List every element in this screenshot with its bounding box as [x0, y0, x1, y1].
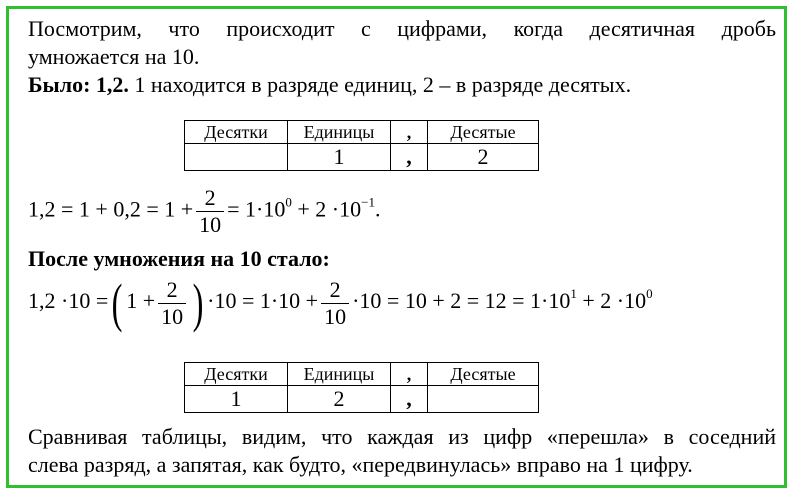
- was-label: Было: 1,2.: [28, 72, 129, 97]
- after-label-text: После умножения на 10 стало:: [28, 246, 330, 271]
- right-paren: ): [192, 273, 204, 333]
- eq1-left: 1,2 = 1 + 0,2 = 1 +: [28, 196, 194, 222]
- place-value-table-after: [184, 362, 539, 413]
- header-units: Единицы: [288, 121, 391, 144]
- place-value-table-before: [184, 120, 539, 171]
- eq2-fraction-1: [158, 277, 186, 330]
- eq1-frac-num: 2: [196, 185, 224, 212]
- header-tenths: Десятые: [428, 363, 539, 386]
- conclusion-line-1: Сравнивая таблицы, видим, что каждая из цифр «перешла» в соседний: [28, 424, 776, 449]
- eq2-frac1-den: 10: [161, 303, 184, 329]
- was-text: 1 находится в разряде единиц, 2 – в разряде десятых.: [128, 72, 632, 97]
- intro-line-2: умножается на 10.: [28, 44, 200, 69]
- equation-before: [28, 185, 380, 238]
- header-tenths: Десятые: [428, 121, 539, 144]
- cell-comma: ,: [391, 144, 428, 171]
- eq2-fraction-2: [321, 277, 349, 330]
- eq2-mid: ·10 = 1·10 +: [207, 288, 319, 314]
- eq2-frac1-num: 2: [158, 277, 186, 304]
- eq1-right-b: + 2 ·10: [291, 196, 362, 222]
- after-label: [28, 246, 330, 272]
- header-tens: Десятки: [185, 121, 288, 144]
- was-line: [28, 72, 631, 98]
- eq2-right-b: + 2 ·10: [576, 288, 647, 314]
- left-paren: (: [111, 273, 123, 333]
- eq1-fraction: [196, 185, 224, 238]
- eq2-frac2-den: 10: [324, 303, 347, 329]
- header-comma: ,: [391, 121, 428, 144]
- eq1-exp-a: 0: [285, 194, 292, 210]
- cell-comma: ,: [391, 386, 428, 413]
- cell-units: 1: [288, 144, 391, 171]
- table-header-row: [185, 363, 539, 386]
- cell-units: 2: [288, 386, 391, 413]
- eq1-end: .: [374, 196, 381, 222]
- cell-tenths: [428, 386, 539, 413]
- eq2-exp-b: 0: [646, 286, 653, 302]
- eq1-exp-b: −1: [361, 194, 375, 210]
- eq2-inner: 1 +: [126, 288, 156, 314]
- eq2-exp-a: 1: [570, 286, 577, 302]
- eq2-left: 1,2 ·10 =: [28, 288, 109, 314]
- equation-after: [28, 273, 653, 333]
- intro-line-1: Посмотрим, что происходит с цифрами, когда десятичная дробь: [28, 16, 776, 41]
- header-tens: Десятки: [185, 363, 288, 386]
- header-comma: ,: [391, 363, 428, 386]
- eq1-right-a: = 1·10: [227, 196, 286, 222]
- conclusion-line-2: слева разряд, а запятая, как будто, «передвинулась» вправо на 1 цифру.: [28, 452, 693, 477]
- table-value-row: [185, 386, 539, 413]
- table-header-row: [185, 121, 539, 144]
- eq1-frac-den: 10: [199, 212, 222, 237]
- table-value-row: [185, 144, 539, 171]
- cell-tenths: 2: [428, 144, 539, 171]
- eq2-right-a: ·10 = 10 + 2 = 12 = 1·10: [352, 288, 571, 314]
- cell-tens: [185, 144, 288, 171]
- header-units: Единицы: [288, 363, 391, 386]
- eq2-frac2-num: 2: [321, 277, 349, 304]
- cell-tens: 1: [185, 386, 288, 413]
